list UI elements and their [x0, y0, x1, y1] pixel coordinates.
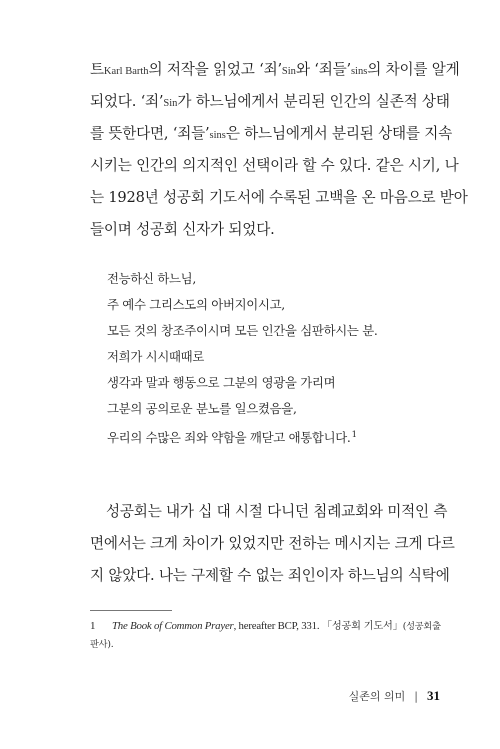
prayer-line: 주 예수 그리스도의 아버지이시고,	[107, 297, 285, 312]
section-title: 실존의 의미	[348, 690, 406, 703]
publisher: (성공회출	[402, 621, 441, 632]
text-segment: 트	[90, 61, 104, 78]
english-gloss: sins	[209, 130, 226, 141]
footnote-line	[112, 618, 441, 635]
english-gloss: Sin	[163, 98, 178, 109]
text-segment: 와 ‘죄들’	[295, 61, 351, 78]
english-gloss: sins	[350, 66, 368, 77]
text-segment: 우리의 수많은 죄와 약함을 깨닫고 애통합니다.	[107, 430, 351, 445]
text-segment: 되었다. ‘죄’	[90, 93, 164, 110]
running-footer	[349, 688, 440, 705]
page-number: 31	[427, 688, 440, 703]
text-line: 시키는 인간의 의지적인 선택이라 할 수 있다. 같은 시기, 나	[90, 157, 459, 174]
text-line: 면에서는 크게 차이가 있었지만 전하는 메시지는 크게 다르	[90, 535, 455, 552]
text-line: 성공회는 내가 십 대 시절 다니던 침례교회와 미적인 측	[106, 503, 448, 520]
text-line	[90, 124, 452, 146]
publisher-cont: 판사).	[90, 639, 114, 650]
text-segment: 를 뜻한다면, ‘죄들’	[90, 125, 210, 142]
text-segment: 은 하느님에게서 분리된 상태를 지속	[225, 125, 453, 142]
text-line: 들이며 성공회 신자가 되었다.	[90, 221, 275, 238]
text-line	[90, 92, 450, 114]
book-title: The Book of Common Prayer	[112, 620, 234, 632]
footnote-number: 1	[90, 620, 96, 632]
text-line	[90, 60, 460, 82]
text-segment: , hereafter BCP, 331.	[233, 620, 322, 632]
text-segment: 의 차이를 알게	[367, 61, 460, 78]
footnote-line	[90, 636, 113, 653]
text-segment: 의 저작을 읽었고 ‘죄’	[148, 61, 282, 78]
footnote-divider	[90, 610, 172, 611]
korean-book-title: 「성공회 기도서」	[321, 621, 403, 632]
footer-separator: |	[414, 690, 418, 703]
english-gloss: Karl Barth	[103, 66, 149, 77]
text-segment: 가 하느님에게서 분리된 인간의 실존적 상태	[177, 93, 450, 110]
english-gloss: Sin	[281, 66, 296, 77]
prayer-line: 전능하신 하느님,	[107, 271, 196, 286]
prayer-line	[107, 426, 357, 447]
prayer-line: 모든 것의 창조주이시며 모든 인간을 심판하시는 분.	[107, 323, 378, 338]
prayer-line: 저희가 시시때때로	[107, 349, 204, 364]
prayer-line: 그분의 공의로운 분노를 일으켰음을,	[107, 401, 297, 416]
text-line: 지 않았다. 나는 구제할 수 없는 죄인이자 하느님의 식탁에	[90, 567, 450, 584]
prayer-line: 생각과 말과 행동으로 그분의 영광을 가리며	[107, 375, 336, 390]
footnote-reference[interactable]: 1	[351, 430, 357, 440]
text-line: 는 1928년 성공회 기도서에 수록된 고백을 온 마음으로 받아	[90, 189, 468, 206]
